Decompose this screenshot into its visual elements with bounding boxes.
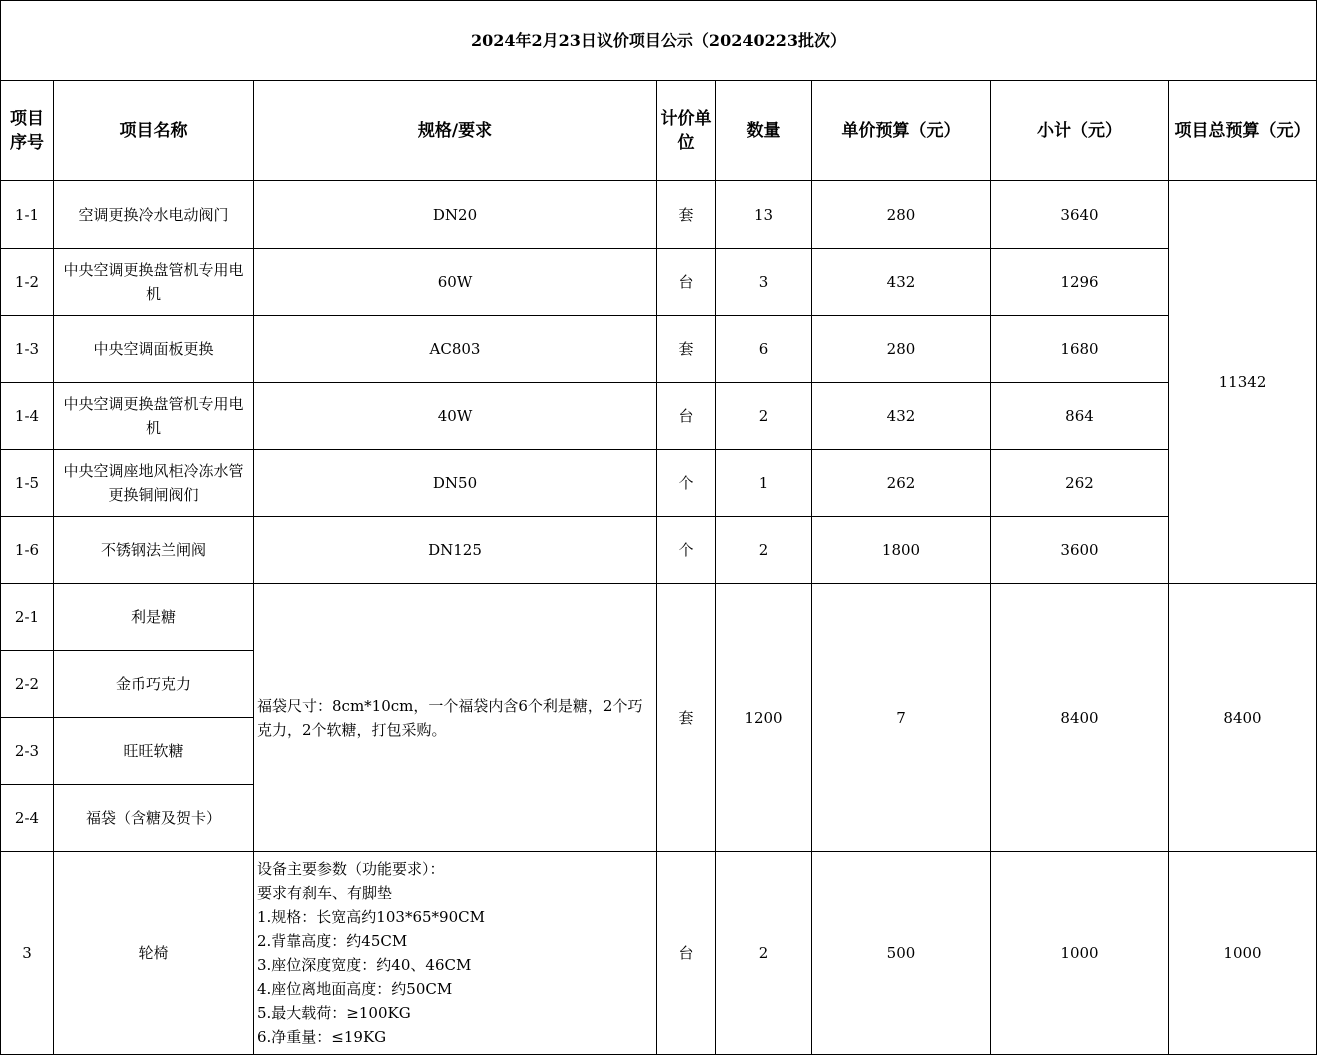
row-seq: 1-4 [1, 383, 54, 450]
table-row [1, 181, 1317, 249]
row-subtotal: 864 [991, 383, 1169, 450]
group2-qty: 1200 [716, 584, 812, 852]
spec-line: 1.规格：长宽高约103*65*90CM [257, 908, 485, 926]
table-row [1, 852, 1317, 1055]
row-qty: 3 [716, 249, 812, 316]
page-title: 2024年2月23日议价项目公示（20240223批次） [1, 1, 1317, 81]
group3-total: 1000 [1169, 852, 1317, 1055]
row-price: 500 [812, 852, 991, 1055]
row-name: 空调更换冷水电动阀门 [54, 181, 254, 249]
group2-unit: 套 [657, 584, 716, 852]
row-spec: DN20 [254, 181, 657, 249]
header-unit: 计价单位 [657, 81, 716, 181]
row-price: 280 [812, 181, 991, 249]
row-qty: 2 [716, 852, 812, 1055]
header-price: 单价预算（元） [812, 81, 991, 181]
row-unit: 套 [657, 181, 716, 249]
row-name: 中央空调面板更换 [54, 316, 254, 383]
row-price: 262 [812, 450, 991, 517]
header-name: 项目名称 [54, 81, 254, 181]
spec-line: 要求有刹车、有脚垫 [257, 884, 393, 902]
table-row [1, 249, 1317, 316]
header-seq: 项目序号 [1, 81, 54, 181]
row-subtotal: 3600 [991, 517, 1169, 584]
row-qty: 1 [716, 450, 812, 517]
row-seq: 1-5 [1, 450, 54, 517]
row-unit: 套 [657, 316, 716, 383]
group1-total: 11342 [1169, 181, 1317, 584]
row-seq: 2-4 [1, 785, 54, 852]
row-unit: 台 [657, 383, 716, 450]
header-spec: 规格/要求 [254, 81, 657, 181]
row-unit: 台 [657, 249, 716, 316]
row-name: 轮椅 [54, 852, 254, 1055]
row-seq: 1-6 [1, 517, 54, 584]
row-seq: 1-3 [1, 316, 54, 383]
row-spec: DN125 [254, 517, 657, 584]
row-price: 432 [812, 249, 991, 316]
table-row [1, 450, 1317, 517]
spec-line: 2.背靠高度：约45CM [257, 932, 408, 950]
row-price: 280 [812, 316, 991, 383]
row-name: 不锈钢法兰闸阀 [54, 517, 254, 584]
header-qty: 数量 [716, 81, 812, 181]
spec-line: 3.座位深度宽度：约40、46CM [257, 956, 472, 974]
header-subtotal: 小计（元） [991, 81, 1169, 181]
row-seq: 2-2 [1, 651, 54, 718]
table-row [1, 517, 1317, 584]
row-name: 利是糖 [54, 584, 254, 651]
table-row [1, 316, 1317, 383]
row-qty: 2 [716, 383, 812, 450]
row-subtotal: 1680 [991, 316, 1169, 383]
table-row [1, 383, 1317, 450]
spec-line: 设备主要参数（功能要求）： [257, 860, 445, 878]
row-unit: 台 [657, 852, 716, 1055]
row-name: 福袋（含糖及贺卡） [54, 785, 254, 852]
row-seq: 1-1 [1, 181, 54, 249]
row-seq: 2-3 [1, 718, 54, 785]
group2-total: 8400 [1169, 584, 1317, 852]
row-qty: 13 [716, 181, 812, 249]
group2-price: 7 [812, 584, 991, 852]
row-unit: 个 [657, 450, 716, 517]
row-qty: 2 [716, 517, 812, 584]
row-unit: 个 [657, 517, 716, 584]
row-spec: DN50 [254, 450, 657, 517]
spec-line: 6.净重量：≤19KG [257, 1028, 387, 1046]
table-row [1, 584, 1317, 651]
row-name: 中央空调更换盘管机专用电机 [54, 249, 254, 316]
row-spec: 60W [254, 249, 657, 316]
row-name: 旺旺软糖 [54, 718, 254, 785]
row-seq: 3 [1, 852, 54, 1055]
row-subtotal: 1000 [991, 852, 1169, 1055]
row-price: 432 [812, 383, 991, 450]
row-name: 金币巧克力 [54, 651, 254, 718]
row-subtotal: 3640 [991, 181, 1169, 249]
group2-subtotal: 8400 [991, 584, 1169, 852]
row-spec: AC803 [254, 316, 657, 383]
group3-spec [254, 852, 657, 1055]
spec-line: 4.座位离地面高度：约50CM [257, 980, 453, 998]
row-qty: 6 [716, 316, 812, 383]
row-spec: 40W [254, 383, 657, 450]
row-name: 中央空调更换盘管机专用电机 [54, 383, 254, 450]
row-seq: 2-1 [1, 584, 54, 651]
spec-line: 5.最大载荷：≥100KG [257, 1004, 411, 1022]
row-subtotal: 262 [991, 450, 1169, 517]
row-seq: 1-2 [1, 249, 54, 316]
row-name: 中央空调座地风柜冷冻水管更换铜闸阀们 [54, 450, 254, 517]
header-row [1, 81, 1317, 181]
group2-spec: 福袋尺寸：8cm*10cm，一个福袋内含6个利是糖，2个巧克力，2个软糖，打包采购。 [254, 584, 657, 852]
header-total: 项目总预算（元） [1169, 81, 1317, 181]
row-price: 1800 [812, 517, 991, 584]
row-subtotal: 1296 [991, 249, 1169, 316]
